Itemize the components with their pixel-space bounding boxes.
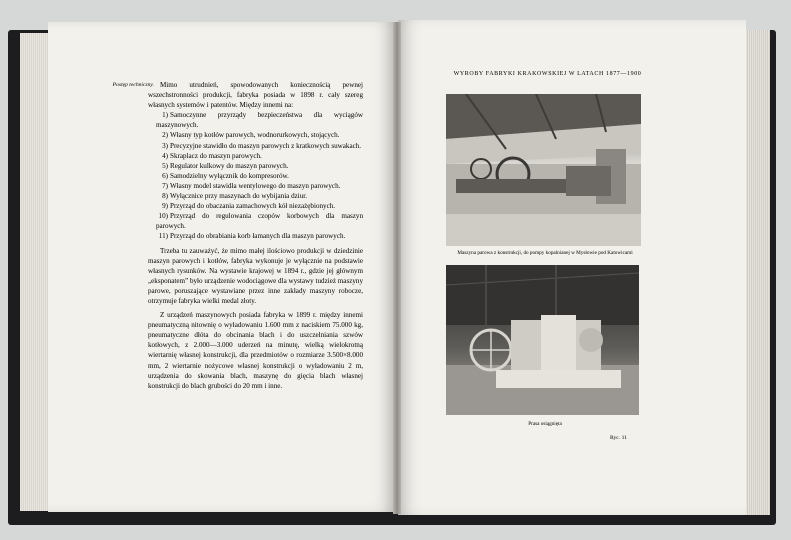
list-item-text: Skraplacz do maszyn parowych. <box>170 151 262 160</box>
list-item-number: 11) <box>158 232 168 241</box>
figure-number: Ryc. 11 <box>610 435 627 441</box>
list-item-text: Samodzielny wyłącznik do kompresorów. <box>170 171 289 180</box>
list-item-number: 4) <box>162 151 168 160</box>
list-item-text: Własny typ kotłów parowych, wodnorurkowych, stojących. <box>170 131 340 140</box>
patent-list-item <box>148 130 363 140</box>
patent-list-item <box>148 211 363 231</box>
list-item-text: Samoczynne przyrządy bezpieczeństwa dla wyciągów maszynowych. <box>156 111 363 130</box>
list-item-text: Wyłącznice przy maszynach do wybijania dziur. <box>170 192 308 201</box>
book-gutter <box>393 22 401 514</box>
patent-list-item <box>148 181 363 191</box>
list-item-number: 8) <box>162 192 168 201</box>
list-item-number: 6) <box>162 171 168 180</box>
list-item-number: 7) <box>162 181 168 190</box>
press-illustration <box>446 265 639 415</box>
list-item-number: 5) <box>162 161 168 170</box>
list-item-number: 2) <box>162 131 168 140</box>
list-item-text: Własny model stawidła wentylowego do maszyn parowych. <box>170 181 341 190</box>
photo-steam-engine-hall <box>446 94 641 246</box>
caption-top: Maszyna parowa z konstrukcji, do pompy kopalnianej w Mysłowie pod Katowicami <box>457 250 633 256</box>
photo-press-machine <box>446 265 639 415</box>
paragraph-machinery: Z urządzeń maszynowych posiada fabryka w 1899 r. między innemi pneumatyczną nitownię o wyładowaniu 1.600 mm z naciskiem 75.000 kg, pneumatyczne dłóta do obcinania blach i do uszczelniania szwów kotłowych, z 2.000—3.000 uderzeń na minutę, wielką wielokrotną wiertarnię własnej konstrukcji, dla przedmiotów o rozmiarze 3.500×8.000 mm, 2 wiertarnie nożycowe własnej konstrukcji o wyładowaniu 2 m, urządzenia do skowania blach, maszynę do gięcia blach własnej konstrukcji do blach grubości do 20 mm i inne. <box>148 311 363 390</box>
patent-list-item <box>148 110 363 130</box>
list-item-number: 9) <box>162 202 168 211</box>
patent-list-item <box>148 171 363 181</box>
left-page-text <box>148 80 363 391</box>
patent-list-item <box>148 141 363 151</box>
running-head: WYROBY FABRYKI KRAKOWSKIEJ W LATACH 1877—1900 <box>453 71 642 77</box>
steam-engine-illustration <box>446 94 641 246</box>
list-item-text: Precyzyjne stawidło do maszyn parowych z kratkowych suwakach. <box>170 141 362 150</box>
patent-list-item <box>148 201 363 211</box>
list-item-number: 1) <box>162 111 168 120</box>
paragraph-exhibition: Trzeba tu zauważyć, że mimo małej ilościowo produkcji w dziedzinie maszyn parowych i kotłów, fabryka wykonuje je wyłącznie na podstawie własnych rysunków. Na wystawie krajowej w 1894 r., gdzie jej głównym „eksponatem” było urządzenie wodociągowe dla wystawy tudzież maszyny parowe, poruszające wystawiane przez inne zakłady maszyny robocze, otrzymuje fabryka wielki medal złoty. <box>148 246 363 305</box>
list-item-number: 3) <box>162 141 168 150</box>
patent-list <box>148 110 363 241</box>
list-item-text: Przyrząd do regulowania czopów korbowych dla maszyn parowych. <box>156 212 363 231</box>
list-item-text: Przyrząd do obaczania zamachowych kół niezażębionych. <box>170 202 336 211</box>
patent-list-item <box>148 161 363 171</box>
paragraph-intro: Mimo utrudnień, spowodowanych koniecznością pewnej wszechstronności produkcji, fabryka posiada w 1898 r. cały szereg własnych systemów i patentów. Między innemi na: <box>148 81 363 110</box>
list-item-number: 10) <box>158 212 168 221</box>
patent-list-item <box>148 231 363 241</box>
list-item-text: Przyrząd do obrabiania korb łamanych dla maszyn parowych. <box>170 232 346 241</box>
margin-note: Postęp techniczny. <box>112 82 154 88</box>
patent-list-item <box>148 151 363 161</box>
caption-bottom: Prasa osiągnięta <box>528 421 562 427</box>
patent-list-item <box>148 191 363 201</box>
list-item-text: Regulator kulkowy do maszyn parowych. <box>170 161 289 170</box>
